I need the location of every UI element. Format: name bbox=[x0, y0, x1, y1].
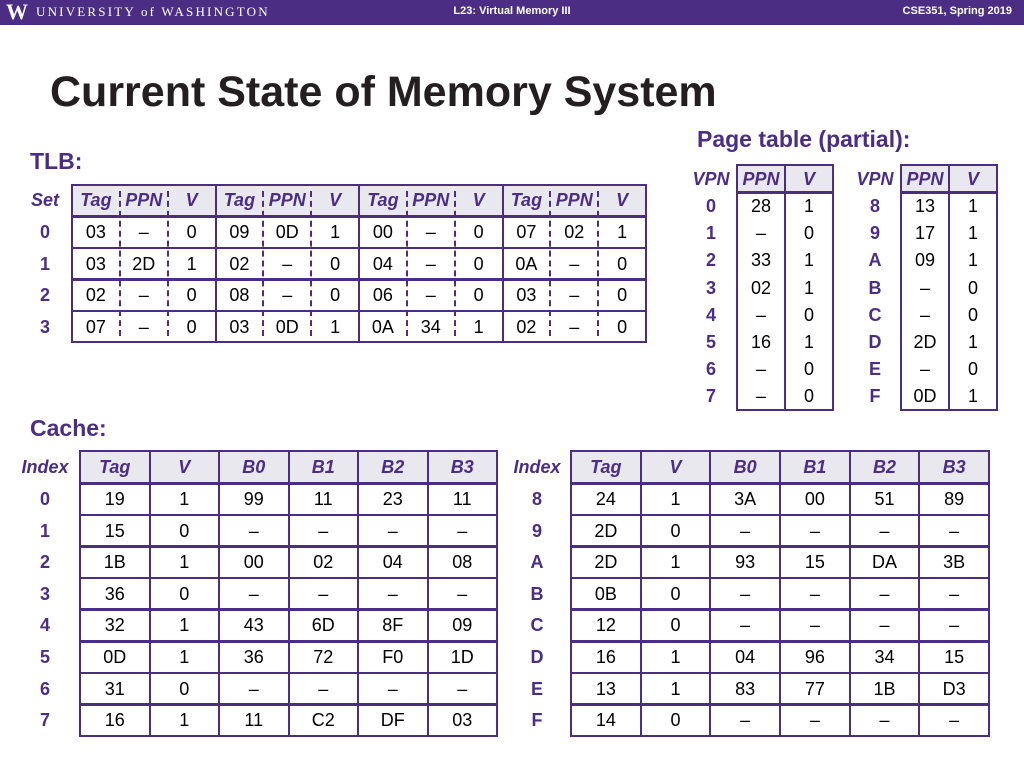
cache-cell: – bbox=[457, 583, 468, 604]
page-table-v-header: V bbox=[802, 169, 815, 189]
page-table-valid: 0 bbox=[967, 359, 978, 380]
page-table-vpn-header: VPN bbox=[692, 169, 730, 189]
cache-column-header: B3 bbox=[942, 457, 966, 477]
page-table-ppn: 17 bbox=[914, 223, 936, 244]
tlb-column-header: PPN bbox=[125, 190, 163, 210]
tlb-cell: – bbox=[425, 222, 436, 242]
page-table-vpn: 9 bbox=[869, 223, 880, 244]
cache-column-divider bbox=[918, 451, 920, 736]
cache-cell: 0 bbox=[179, 678, 190, 699]
cache-cell: 1 bbox=[179, 615, 190, 636]
cache-index: E bbox=[530, 678, 543, 699]
cache-cell: 1 bbox=[179, 552, 190, 573]
cache-cell: 0 bbox=[179, 520, 190, 541]
cache-cell: F0 bbox=[382, 647, 404, 667]
page-table-ppn: 28 bbox=[750, 196, 772, 216]
cache-cell: – bbox=[879, 583, 890, 604]
cache-cell: 1 bbox=[670, 647, 681, 667]
tlb-cell: 0 bbox=[473, 253, 484, 274]
cache-cell: 16 bbox=[595, 647, 616, 667]
page-table-ppn: – bbox=[919, 277, 930, 298]
cache-column-header: Tag bbox=[590, 457, 622, 477]
page-table-label: Page table (partial): bbox=[697, 126, 911, 152]
cache-cell: 34 bbox=[874, 647, 895, 667]
page-table-valid: 0 bbox=[803, 223, 814, 244]
cache-cell: 14 bbox=[595, 710, 616, 731]
cache-cell: 77 bbox=[804, 678, 825, 699]
cache-cell: 83 bbox=[735, 678, 756, 699]
cache-cell: – bbox=[879, 710, 890, 731]
cache-cell: 00 bbox=[243, 552, 264, 573]
tlb-field-divider bbox=[549, 191, 551, 336]
tlb-column-header: Tag bbox=[80, 190, 112, 210]
cache-label: Cache: bbox=[30, 415, 107, 441]
tlb-cell: 03 bbox=[516, 285, 537, 305]
tlb-cell: 00 bbox=[372, 222, 393, 242]
cache-cell: – bbox=[879, 520, 890, 541]
tlb-cell: 03 bbox=[85, 253, 106, 274]
tlb-cell: – bbox=[282, 285, 293, 305]
page-table-valid: 0 bbox=[803, 304, 814, 325]
tlb-cell: – bbox=[569, 316, 580, 337]
cache-cell: 89 bbox=[944, 489, 965, 509]
tlb-cell: – bbox=[138, 285, 149, 305]
cache-cell: 0B bbox=[594, 583, 617, 604]
cache-cell: – bbox=[318, 520, 329, 541]
cache-cell: 08 bbox=[452, 552, 473, 573]
cache-cell: – bbox=[248, 678, 259, 699]
tlb-column-header: PPN bbox=[268, 190, 306, 210]
tlb-cell: 02 bbox=[85, 285, 106, 305]
cache-cell: 31 bbox=[104, 678, 125, 699]
lecture-title: L23: Virtual Memory III bbox=[453, 5, 571, 17]
tlb-set-label: 3 bbox=[39, 316, 50, 337]
tlb-cell: 1 bbox=[473, 316, 484, 337]
tlb-cell: 08 bbox=[229, 285, 250, 305]
tlb-cell: 0A bbox=[371, 316, 394, 337]
page-table-vpn-header: VPN bbox=[856, 169, 894, 189]
cache-index: 0 bbox=[39, 489, 50, 509]
page-table-ppn: 02 bbox=[750, 277, 772, 298]
cache-cell: 15 bbox=[944, 647, 965, 667]
page-table-header-divider bbox=[901, 191, 997, 194]
page-table-vpn: 1 bbox=[705, 223, 716, 244]
cache-cell: 2D bbox=[594, 520, 618, 541]
page-table-vpn: F bbox=[869, 386, 881, 407]
cache-cell: 23 bbox=[382, 489, 403, 509]
cache-cell: – bbox=[740, 615, 751, 636]
tlb-cell: 0 bbox=[617, 316, 628, 337]
tlb-cell: 02 bbox=[229, 253, 250, 274]
tlb-cell: 1 bbox=[186, 253, 197, 274]
tlb-cell: 1 bbox=[330, 316, 341, 337]
cache-cell: 96 bbox=[804, 647, 825, 667]
cache-cell: 6D bbox=[311, 615, 335, 636]
page-table-ppn: – bbox=[755, 223, 766, 244]
tlb-cell: 0A bbox=[515, 253, 538, 274]
cache-cell: – bbox=[387, 678, 398, 699]
cache-cell: – bbox=[318, 583, 329, 604]
cache-cell: 36 bbox=[104, 583, 125, 604]
tlb-field-divider bbox=[597, 191, 599, 336]
cache-index: C bbox=[530, 615, 544, 636]
cache-cell: 0 bbox=[179, 583, 190, 604]
cache-cell: 19 bbox=[104, 489, 125, 509]
cache-index: 2 bbox=[39, 552, 50, 573]
cache-cell: 12 bbox=[595, 615, 616, 636]
cache-cell: 13 bbox=[595, 678, 616, 699]
tlb-cell: 0D bbox=[275, 316, 299, 337]
tlb-column-header: V bbox=[329, 190, 342, 210]
page-table-ppn-header: PPN bbox=[742, 169, 780, 189]
slide-header bbox=[0, 0, 1024, 25]
page-table-ppn-header: PPN bbox=[906, 169, 944, 189]
cache-cell: – bbox=[949, 583, 960, 604]
tlb-cell: 0 bbox=[473, 285, 484, 305]
cache-cell: 24 bbox=[595, 489, 616, 509]
page-table-ppn: 09 bbox=[914, 250, 936, 271]
cache-cell: 3B bbox=[943, 552, 966, 573]
page-table-vpn: 7 bbox=[705, 386, 716, 407]
cache-cell: – bbox=[949, 615, 960, 636]
cache-cell: 36 bbox=[243, 647, 264, 667]
tlb-column-header: V bbox=[472, 190, 485, 210]
tlb-cell: 1 bbox=[330, 222, 341, 242]
tlb-cell: 06 bbox=[372, 285, 393, 305]
tlb-cell: 0 bbox=[186, 316, 197, 337]
cache-cell: 93 bbox=[735, 552, 756, 573]
page-table-ppn: 13 bbox=[914, 196, 936, 216]
cache-index: 1 bbox=[39, 520, 50, 541]
cache-cell: 32 bbox=[104, 615, 125, 636]
page-table-ppn: 16 bbox=[750, 332, 772, 352]
cache-column-header: B1 bbox=[311, 457, 335, 477]
cache-cell: 72 bbox=[313, 647, 334, 667]
cache-cell: D3 bbox=[942, 678, 966, 699]
cache-cell: – bbox=[740, 583, 751, 604]
cache-cell: – bbox=[457, 678, 468, 699]
page-table-vpn: 3 bbox=[705, 277, 716, 298]
tlb-set-header: Set bbox=[30, 190, 59, 210]
cache-cell: 1 bbox=[670, 678, 681, 699]
tlb-way-divider bbox=[358, 185, 360, 342]
cache-cell: 11 bbox=[244, 710, 264, 731]
cache-cell: 04 bbox=[735, 647, 756, 667]
tlb-cell: – bbox=[425, 285, 436, 305]
page-table-vpn: B bbox=[868, 277, 882, 298]
page-table-vpn: 5 bbox=[705, 332, 716, 352]
page-table-ppn: – bbox=[919, 359, 930, 380]
page-table-column-divider bbox=[948, 165, 950, 410]
tlb-cell: 2D bbox=[132, 253, 156, 274]
cache-index: A bbox=[530, 552, 544, 573]
cache-column-header: B1 bbox=[803, 457, 827, 477]
page-table-v-header: V bbox=[966, 169, 979, 189]
cache-column-divider bbox=[288, 451, 290, 736]
page-table-valid: 0 bbox=[967, 277, 978, 298]
cache-cell: 11 bbox=[452, 489, 472, 509]
cache-column-divider bbox=[218, 451, 220, 736]
cache-column-divider bbox=[640, 451, 642, 736]
tlb-column-header: V bbox=[616, 190, 629, 210]
cache-cell: – bbox=[879, 615, 890, 636]
tlb-cell: 34 bbox=[420, 316, 441, 337]
page-table-ppn: 33 bbox=[750, 250, 772, 271]
tlb-field-divider bbox=[310, 191, 312, 336]
cache-index: 7 bbox=[39, 710, 50, 731]
cache-column-header: B3 bbox=[450, 457, 474, 477]
page-table-valid: 0 bbox=[803, 386, 814, 407]
tlb-cell: – bbox=[138, 222, 149, 242]
cache-cell: 1 bbox=[670, 489, 681, 509]
page-table-ppn: 0D bbox=[913, 386, 937, 407]
cache-index: B bbox=[530, 583, 544, 604]
tlb-cell: 09 bbox=[229, 222, 250, 242]
page-table-valid: 0 bbox=[967, 304, 978, 325]
page-table-valid: 1 bbox=[967, 386, 978, 407]
cache-cell: 0D bbox=[103, 647, 127, 667]
cache-index: 3 bbox=[39, 583, 50, 604]
cache-index: 4 bbox=[39, 615, 50, 636]
cache-index-header: Index bbox=[513, 457, 561, 477]
cache-column-divider bbox=[149, 451, 151, 736]
cache-cell: DF bbox=[380, 710, 405, 731]
page-table-vpn: 4 bbox=[705, 304, 716, 325]
cache-column-header: B2 bbox=[872, 457, 896, 477]
cache-column-divider bbox=[357, 451, 359, 736]
cache-cell: 03 bbox=[452, 710, 473, 731]
tlb-cell: – bbox=[138, 316, 149, 337]
tlb-cell: 0 bbox=[617, 285, 628, 305]
cache-cell: 1 bbox=[179, 489, 190, 509]
tlb-cell: 04 bbox=[372, 253, 393, 274]
uw-w-logo-mark: W bbox=[6, 0, 28, 24]
tlb-field-divider bbox=[454, 191, 456, 336]
tlb-cell: – bbox=[282, 253, 293, 274]
cache-column-header: Tag bbox=[99, 457, 131, 477]
page-table-valid: 0 bbox=[803, 359, 814, 380]
tlb-cell: 03 bbox=[85, 222, 106, 242]
tlb-cell: – bbox=[569, 253, 580, 274]
tlb-cell: 0 bbox=[186, 285, 197, 305]
tlb-field-divider bbox=[119, 191, 121, 336]
page-table-ppn: – bbox=[755, 304, 766, 325]
tlb-cell: 0D bbox=[275, 222, 299, 242]
page-table-vpn: A bbox=[868, 250, 882, 271]
page-table-header-divider bbox=[737, 191, 833, 194]
cache-column-header: V bbox=[669, 457, 682, 477]
cache-cell: 00 bbox=[804, 489, 825, 509]
cache-cell: – bbox=[809, 710, 820, 731]
cache-cell: 1B bbox=[873, 678, 896, 699]
cache-column-header: B2 bbox=[381, 457, 405, 477]
cache-column-divider bbox=[709, 451, 711, 736]
tlb-set-label: 0 bbox=[39, 222, 50, 242]
cache-cell: – bbox=[387, 520, 398, 541]
page-table-ppn: – bbox=[919, 304, 930, 325]
tlb-cell: 0 bbox=[186, 222, 197, 242]
page-table-valid: 1 bbox=[803, 332, 814, 352]
tlb-column-header: Tag bbox=[367, 190, 399, 210]
cache-cell: – bbox=[809, 520, 820, 541]
tlb-column-header: PPN bbox=[412, 190, 450, 210]
page-table-ppn: – bbox=[755, 359, 766, 380]
university-logo bbox=[6, 1, 270, 23]
tlb-set-label: 2 bbox=[39, 285, 50, 305]
cache-index: F bbox=[531, 710, 543, 731]
page-table-valid: 1 bbox=[803, 277, 814, 298]
cache-cell: 2D bbox=[594, 552, 618, 573]
cache-cell: 04 bbox=[382, 552, 403, 573]
university-name: UNIVERSITY of WASHINGTON bbox=[36, 4, 270, 19]
cache-column-header: B0 bbox=[242, 457, 266, 477]
cache-column-header: B0 bbox=[733, 457, 757, 477]
page-table-vpn: C bbox=[868, 304, 882, 325]
tlb-cell: 02 bbox=[564, 222, 585, 242]
cache-cell: 1D bbox=[450, 647, 474, 667]
tlb-cell: 07 bbox=[85, 316, 106, 337]
cache-index: 8 bbox=[531, 489, 542, 509]
cache-cell: 1 bbox=[179, 710, 190, 731]
cache-cell: 1 bbox=[670, 552, 681, 573]
course-name: CSE351, Spring 2019 bbox=[902, 5, 1012, 17]
tlb-cell: 0 bbox=[617, 253, 628, 274]
cache-cell: – bbox=[457, 520, 468, 541]
cache-cell: 1 bbox=[179, 647, 190, 667]
page-table-valid: 1 bbox=[967, 223, 978, 244]
tlb-field-divider bbox=[167, 191, 169, 336]
page-table-valid: 1 bbox=[967, 196, 978, 216]
cache-cell: – bbox=[949, 710, 960, 731]
cache-index: 5 bbox=[39, 647, 50, 667]
page-table-vpn: 8 bbox=[869, 196, 880, 216]
cache-cell: 0 bbox=[670, 583, 681, 604]
page-table-valid: 1 bbox=[803, 250, 814, 271]
cache-cell: – bbox=[949, 520, 960, 541]
cache-cell: C2 bbox=[311, 710, 335, 731]
page-table-column-divider bbox=[784, 165, 786, 410]
cache-column-divider bbox=[779, 451, 781, 736]
cache-cell: – bbox=[809, 615, 820, 636]
cache-index: 6 bbox=[39, 678, 50, 699]
cache-cell: – bbox=[248, 583, 259, 604]
cache-cell: 02 bbox=[313, 552, 334, 573]
cache-index-header: Index bbox=[21, 457, 69, 477]
page-table-valid: 1 bbox=[803, 196, 814, 216]
page-table-ppn: – bbox=[755, 386, 766, 407]
page-table-vpn: E bbox=[868, 359, 881, 380]
cache-column-header: V bbox=[178, 457, 191, 477]
tlb-column-header: V bbox=[185, 190, 198, 210]
cache-column-divider bbox=[849, 451, 851, 736]
cache-cell: 0 bbox=[670, 615, 681, 636]
cache-cell: 99 bbox=[243, 489, 264, 509]
cache-cell: 15 bbox=[804, 552, 825, 573]
tlb-cell: 02 bbox=[516, 316, 537, 337]
cache-cell: – bbox=[387, 583, 398, 604]
page-table-valid: 1 bbox=[967, 332, 978, 352]
cache-index: D bbox=[530, 647, 544, 667]
cache-cell: 51 bbox=[874, 489, 895, 509]
tlb-field-divider bbox=[406, 191, 408, 336]
cache-cell: – bbox=[318, 678, 329, 699]
cache-cell: 1B bbox=[103, 552, 126, 573]
page-table-vpn: D bbox=[868, 332, 882, 352]
cache-cell: – bbox=[740, 520, 751, 541]
cache-cell: 09 bbox=[452, 615, 473, 636]
tlb-cell: 0 bbox=[473, 222, 484, 242]
page-title: Current State of Memory System bbox=[50, 68, 717, 116]
tlb-column-header: PPN bbox=[555, 190, 593, 210]
page-table-vpn: 2 bbox=[705, 250, 716, 271]
tlb-way-divider bbox=[215, 185, 217, 342]
cache-cell: 11 bbox=[313, 489, 333, 509]
cache-cell: 3A bbox=[734, 489, 757, 509]
cache-cell: 0 bbox=[670, 520, 681, 541]
tlb-cell: 0 bbox=[330, 285, 341, 305]
cache-cell: – bbox=[740, 710, 751, 731]
page-table-vpn: 0 bbox=[705, 196, 716, 216]
tlb-label: TLB: bbox=[30, 148, 83, 174]
cache-cell: – bbox=[248, 520, 259, 541]
tlb-way-divider bbox=[502, 185, 504, 342]
cache-cell: – bbox=[809, 583, 820, 604]
tlb-cell: 0 bbox=[330, 253, 341, 274]
cache-cell: 16 bbox=[104, 710, 125, 731]
page-table-ppn: 2D bbox=[913, 332, 937, 352]
tlb-cell: 1 bbox=[617, 222, 628, 242]
cache-cell: 0 bbox=[670, 710, 681, 731]
tlb-column-header: Tag bbox=[510, 190, 543, 210]
cache-column-divider bbox=[427, 451, 429, 736]
tlb-cell: 07 bbox=[516, 222, 537, 242]
tlb-cell: – bbox=[425, 253, 436, 274]
tlb-set-label: 1 bbox=[39, 253, 50, 274]
tlb-column-header: Tag bbox=[223, 190, 256, 210]
cache-cell: DA bbox=[871, 552, 897, 573]
page-table-valid: 1 bbox=[967, 250, 978, 271]
tlb-field-divider bbox=[262, 191, 264, 336]
cache-cell: 15 bbox=[104, 520, 125, 541]
cache-cell: 43 bbox=[243, 615, 264, 636]
tlb-cell: – bbox=[569, 285, 580, 305]
tlb-cell: 03 bbox=[229, 316, 250, 337]
cache-index: 9 bbox=[531, 520, 542, 541]
cache-cell: 8F bbox=[382, 615, 404, 636]
page-table-vpn: 6 bbox=[705, 359, 716, 380]
